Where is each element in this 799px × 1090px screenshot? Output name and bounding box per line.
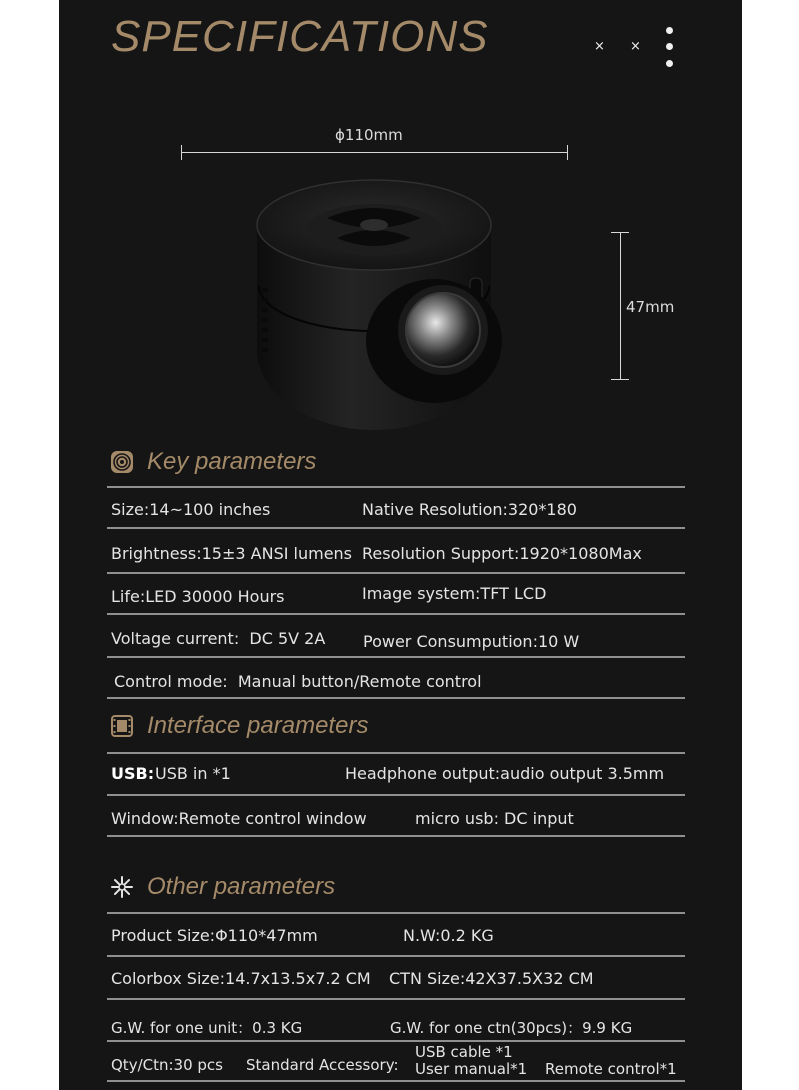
- spec-accessory-usb-cable: USB cable *1: [415, 1043, 513, 1061]
- table-rule: [107, 1040, 685, 1042]
- spec-life: Life:LED 30000 Hours: [111, 587, 285, 606]
- spec-gw-unit: G.W. for one unit：0.3 KG: [111, 1019, 303, 1037]
- window-controls: [594, 27, 684, 71]
- spec-panel: [59, 0, 742, 1090]
- diameter-line-cap: [567, 145, 568, 160]
- table-rule: [107, 998, 685, 1000]
- section-title: Key parameters: [147, 448, 317, 475]
- spec-qty-per-ctn: Qty/Ctn:30 pcs: [111, 1056, 223, 1074]
- spec-window: Window:Remote control window: [111, 809, 367, 828]
- height-label: 47mm: [626, 298, 675, 316]
- spec-control-mode: Control mode: Manual button/Remote control: [114, 672, 482, 691]
- table-rule: [107, 794, 685, 796]
- spec-micro-usb: micro usb: DC input: [415, 809, 574, 828]
- spec-headphone: Headphone output:audio output 3.5mm: [345, 764, 665, 783]
- spec-usb-label: USB:: [111, 764, 155, 783]
- height-line-cap: [611, 379, 629, 380]
- spec-product-size: Product Size:Φ110*47mm: [111, 926, 318, 945]
- page-title: SPECIFICATIONS: [111, 12, 489, 61]
- spec-ctn-size: CTN Size:42X37.5X32 CM: [389, 969, 594, 988]
- table-rule: [107, 572, 685, 574]
- table-rule: [107, 527, 685, 529]
- diameter-label: ϕ110mm: [335, 126, 403, 144]
- spec-accessory-label: Standard Accessory:: [246, 1056, 399, 1074]
- table-rule: [107, 955, 685, 957]
- height-line: [620, 232, 621, 379]
- interface-parameters-heading: [109, 709, 368, 743]
- spec-colorbox-size: Colorbox Size:14.7x13.5x7.2 CM: [111, 969, 371, 988]
- table-rule: [107, 656, 685, 658]
- spec-voltage: Voltage current: DC 5V 2A: [111, 629, 326, 648]
- table-rule: [107, 1080, 685, 1082]
- spec-usb-value: USB in *1: [155, 764, 231, 783]
- projector-image: [187, 170, 577, 438]
- section-title: Other parameters: [147, 873, 336, 900]
- spec-native-resolution: Native Resolution:320*180: [362, 500, 577, 519]
- height-line-cap: [611, 232, 629, 233]
- spec-net-weight: N.W:0.2 KG: [403, 926, 494, 945]
- spec-power: Power Consumpution:10 W: [363, 632, 580, 651]
- spec-accessory-user-manual: User manual*1: [415, 1060, 528, 1078]
- sparkle-icon: [109, 874, 135, 900]
- other-parameters-heading: [109, 870, 335, 904]
- table-rule: [107, 486, 685, 488]
- table-rule: [107, 912, 685, 914]
- table-rule: [107, 697, 685, 699]
- close-icon[interactable]: ×: [594, 39, 605, 54]
- more-options-icon[interactable]: [666, 27, 674, 71]
- table-rule: [107, 835, 685, 837]
- close-icon[interactable]: ×: [630, 39, 641, 54]
- spec-size: Size:14~100 inches: [111, 500, 271, 519]
- spec-gw-ctn: G.W. for one ctn(30pcs)：9.9 KG: [390, 1019, 633, 1037]
- table-rule: [107, 613, 685, 615]
- diameter-line-cap: [181, 145, 182, 160]
- key-parameters-heading: [109, 445, 316, 479]
- spec-resolution-support: Resolution Support:1920*1080Max: [362, 544, 642, 563]
- diameter-line: [181, 152, 567, 153]
- section-title: Interface parameters: [147, 712, 369, 739]
- spec-image-system: Image system:TFT LCD: [362, 584, 547, 603]
- key-parameters-icon: [109, 449, 135, 475]
- film-strip-icon: [109, 713, 135, 739]
- spec-brightness: Brightness:15±3 ANSI lumens: [111, 544, 353, 563]
- table-rule: [107, 752, 685, 754]
- spec-accessory-remote: Remote control*1: [545, 1060, 677, 1078]
